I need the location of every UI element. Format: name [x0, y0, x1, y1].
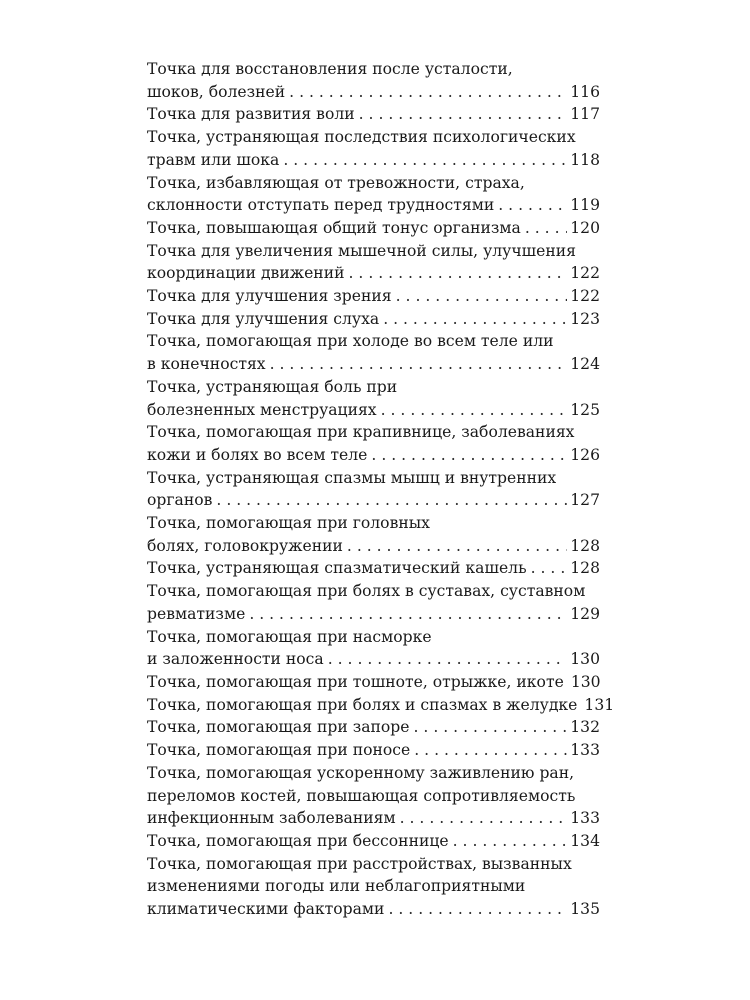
toc-entry[interactable] [147, 172, 600, 217]
toc-entry[interactable] [147, 126, 600, 171]
toc-page-number: 135 [570, 900, 600, 919]
toc-entry-title-line: Точка для восстановления после усталости, [147, 60, 513, 78]
toc-entry[interactable] [147, 285, 600, 308]
toc-entry-final-line [147, 399, 600, 422]
toc-entry-final-line [147, 194, 600, 217]
toc-entry-final-line [147, 489, 600, 512]
toc-page-number: 133 [570, 741, 600, 760]
toc-entry[interactable] [147, 626, 600, 671]
toc-entry[interactable] [147, 308, 600, 331]
toc-entry[interactable] [147, 512, 600, 557]
toc-entry[interactable] [147, 421, 600, 466]
toc-page-number: 128 [570, 536, 600, 555]
toc-entry-final-line [147, 830, 600, 853]
toc-page-number: 120 [570, 218, 600, 237]
toc-page-number: 126 [570, 445, 600, 464]
toc-page-number: 127 [570, 491, 600, 510]
toc-entry-title-line: Точка, помогающая при поносе [147, 741, 411, 760]
toc-entry[interactable] [147, 103, 600, 126]
toc-entry[interactable] [147, 217, 600, 240]
toc-entry-final-line [147, 603, 600, 626]
toc-entry-final-line [147, 285, 600, 308]
toc-page-number: 124 [570, 355, 600, 374]
toc-entry-title-line: Точка, помогающая при бессоннице [147, 831, 449, 850]
toc-page-number: 118 [570, 150, 600, 169]
toc-entry[interactable] [147, 580, 600, 625]
toc-page-number: 125 [570, 400, 600, 419]
toc-page-number: 132 [570, 718, 600, 737]
toc-entry-title-line: Точка, помогающая при головных [147, 514, 430, 533]
dot-leader [453, 830, 568, 853]
toc-entry-final-line [147, 716, 600, 739]
toc-entry-title-line: Точка для развития воли [147, 105, 355, 124]
toc-entry-title-line: Точка, помогающая при болях в суставах, суставном [147, 582, 586, 601]
toc-entry-title-line: Точка, помогающая при тошноте, отрыжке, икоте [147, 672, 564, 691]
dot-leader [400, 807, 568, 830]
toc-entry[interactable] [147, 762, 600, 830]
toc-entry-final-line [147, 353, 600, 376]
toc-entry-final-line [147, 217, 600, 240]
toc-page-number: 131 [584, 695, 615, 714]
toc-entry-final-line [147, 694, 615, 717]
dot-leader [388, 898, 567, 921]
toc-entry-title-line: ревматизме [147, 604, 246, 623]
dot-leader [249, 603, 567, 626]
toc-entry-title-line: климатическими факторами [147, 900, 385, 919]
toc-entry-title-line: Точка, помогающая при насморке [147, 627, 432, 646]
toc-page-number: 122 [570, 287, 600, 306]
dot-leader [396, 285, 568, 308]
toc-entry[interactable] [147, 240, 600, 285]
toc-entry[interactable] [147, 376, 600, 421]
toc-entry[interactable] [147, 694, 615, 717]
toc-entry-final-line [147, 308, 600, 331]
dot-leader [498, 194, 567, 217]
toc-entry[interactable] [147, 716, 600, 739]
toc-entry[interactable] [147, 330, 600, 375]
toc-entry-final-line [147, 648, 600, 671]
toc-entry[interactable] [147, 830, 600, 853]
dot-leader [283, 149, 567, 172]
toc-page-number: 117 [570, 105, 600, 124]
toc-page-number: 134 [570, 831, 600, 850]
toc-entry-final-line [147, 262, 600, 285]
dot-leader [414, 739, 567, 762]
toc-entry-title-line: склонности отступать перед трудностями [147, 196, 495, 215]
toc-entry-title-line: Точка, устраняющая боль при [147, 377, 398, 396]
toc-entry-title-line: Точка для увеличения мышечной силы, улучшения [147, 241, 576, 260]
toc-entry-final-line [147, 535, 600, 558]
toc-entry-title-line: инфекционным заболеваниям [147, 809, 396, 828]
toc-page-number: 123 [570, 309, 600, 328]
dot-leader [216, 489, 567, 512]
toc-entry-title-line: Точка, помогающая при расстройствах, вызванных [147, 854, 572, 873]
toc-entry-title-line: Точка, помогающая при крапивнице, заболеваниях [147, 423, 575, 442]
dot-leader [525, 217, 567, 240]
toc-page-number: 133 [570, 809, 600, 828]
toc-entry-title-line: болях, головокружении [147, 536, 343, 555]
toc-entry[interactable] [147, 467, 600, 512]
toc-entry-title-line: Точка для улучшения слуха [147, 309, 380, 328]
dot-leader [349, 262, 568, 285]
toc-page-number: 119 [570, 196, 600, 215]
toc-page-number: 122 [570, 264, 600, 283]
dot-leader [531, 557, 568, 580]
toc-entry[interactable] [147, 739, 600, 762]
dot-leader [414, 716, 568, 739]
toc-entry-final-line [147, 444, 600, 467]
toc-entry-final-line [147, 807, 600, 830]
dot-leader [347, 535, 567, 558]
toc-entry-final-line [147, 149, 600, 172]
toc-entry-final-line [147, 81, 600, 104]
toc-entry-title-line: переломов костей, повышающая сопротивляемость [147, 786, 576, 805]
table-of-contents [147, 58, 615, 921]
dot-leader [289, 81, 567, 104]
toc-entry-title-line: Точка, помогающая при холоде во всем теле или [147, 332, 554, 351]
toc-entry-title-line: в конечностях [147, 355, 266, 374]
toc-entry-final-line [147, 671, 600, 694]
toc-entry[interactable] [147, 671, 600, 694]
toc-entry-title-line: координации движений [147, 264, 345, 283]
toc-entry-title-line: изменениями погоды или неблагоприятными [147, 877, 526, 896]
toc-entry-title-line: Точка, избавляющая от тревожности, страха, [147, 173, 525, 192]
toc-entry-title-line: кожи и болях во всем теле [147, 445, 368, 464]
toc-entry-final-line [147, 103, 600, 126]
toc-page-number: 116 [570, 82, 600, 101]
dot-leader [328, 648, 568, 671]
toc-entry[interactable] [147, 853, 600, 921]
toc-page-number: 129 [570, 604, 600, 623]
toc-entry-final-line [147, 557, 600, 580]
toc-entry-title-line: Точка, устраняющая последствия психологических [147, 128, 576, 147]
toc-entry-title-line: болезненных менструациях [147, 400, 377, 419]
toc-entry-title-line: Точка, устраняющая спазматический кашель [147, 559, 527, 578]
toc-page-number: 130 [570, 672, 601, 691]
toc-entry-title-line: Точка, устраняющая спазмы мышц и внутренних [147, 468, 557, 487]
dot-leader [359, 103, 568, 126]
toc-entry-title-line: шоков, болезней [147, 82, 286, 101]
toc-entry-title-line: и заложенности носа [147, 650, 324, 669]
toc-entry-title-line: Точка, повышающая общий тонус организма [147, 218, 521, 237]
dot-leader [383, 308, 567, 331]
dot-leader [371, 444, 567, 467]
toc-entry-final-line [147, 898, 600, 921]
toc-entry-title-line: Точка, помогающая при болях и спазмах в желудке [147, 695, 578, 714]
toc-page-number: 128 [570, 559, 600, 578]
dot-leader [381, 399, 568, 422]
dot-leader [270, 353, 568, 376]
toc-entry-title-line: травм или шока [147, 150, 280, 169]
toc-entry[interactable] [147, 557, 600, 580]
toc-entry-final-line [147, 739, 600, 762]
toc-entry-title-line: Точка, помогающая при запоре [147, 718, 410, 737]
toc-entry-title-line: Точка для улучшения зрения [147, 287, 392, 306]
toc-entry-title-line: Точка, помогающая ускоренному заживлению ран, [147, 763, 575, 782]
toc-entry-title-line: органов [147, 491, 213, 510]
toc-page-number: 130 [570, 650, 600, 669]
toc-entry[interactable] [147, 58, 600, 103]
